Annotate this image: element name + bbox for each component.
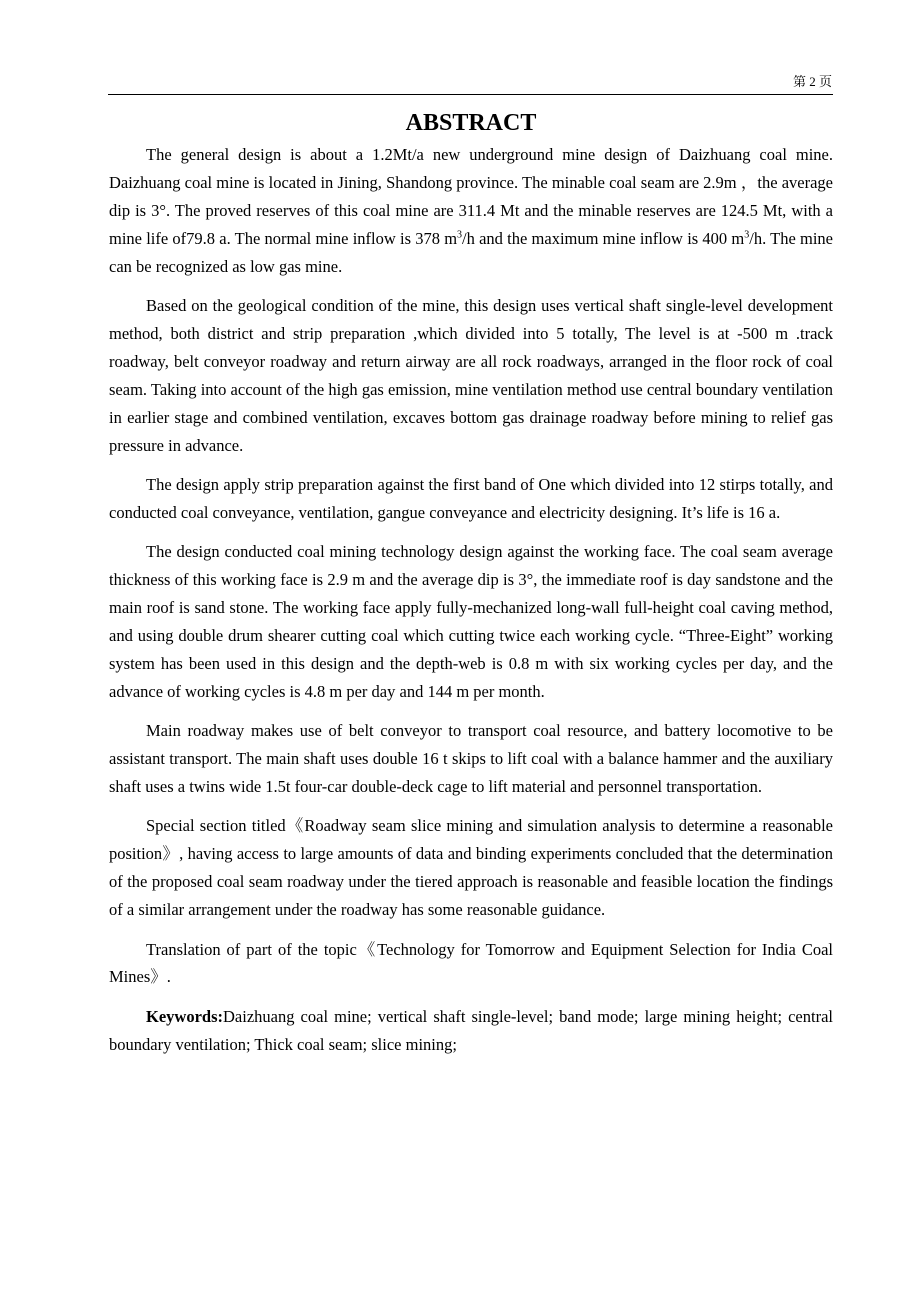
superscript-cubic-2: 3 bbox=[744, 229, 750, 241]
paragraph-overview-text-c: /h. The mine can be recognized as low gas mine. bbox=[109, 228, 833, 276]
paragraph-mining-technology: The design conducted coal mining technology design against the working face. The coal seam average thickness of this working face is 2.9 m and the average dip is 3°, the immediate roof is day sandstone and the main roof is sand stone. The working face apply fully-mechanized long-wall full-height coal caving method, and using double drum shearer cutting coal which cutting twice each working cycle. “Three-Eight” working system has been used in this design and the depth-web is 0.8 m with six working cycles per day, and the advance of working cycles is 4.8 m per day and 144 m per month. bbox=[109, 542, 833, 701]
document-body bbox=[109, 106, 833, 1070]
keywords-line bbox=[109, 1003, 833, 1059]
paragraph-transport: Main roadway makes use of belt conveyor to transport coal resource, and battery locomotive to be assistant transport. The main shaft uses double 16 t skips to lift coal with a balance hammer and the auxiliary shaft uses a twins wide 1.5t four-car double-deck cage to lift material and personnel transportation. bbox=[109, 721, 833, 797]
paragraph-overview-text-b: /h and the maximum mine inflow is 400 m bbox=[462, 228, 745, 248]
paragraph-overview-text-a: The general design is about a 1.2Mt/a new underground mine design of Daizhuang coal mine. Daizhuang coal mine is located in Jining, Shandong province. The minable coal seam are 2.9m ，the average dip is 3°. The proved reserves of this coal mine are 311.4 Mt and the minable reserves are 124.5 Mt, with a mine life of79.8 a. The normal mine inflow is 378 m bbox=[109, 145, 833, 248]
paragraph-strip-preparation: The design apply strip preparation against the first band of One which divided into 12 stirps totally, and conducted coal conveyance, ventilation, gangue conveyance and electricity designing. It’s life is 16 a. bbox=[109, 474, 833, 522]
abstract-title: ABSTRACT bbox=[405, 110, 537, 136]
header-rule bbox=[108, 94, 833, 95]
page-number: 第 2 页 bbox=[792, 74, 832, 89]
paragraph-development: Based on the geological condition of the mine, this design uses vertical shaft single-level development method, both district and strip preparation ,which divided into 5 totally, The level is at -500 m .track roadway, belt conveyor roadway and return airway are all rock roadways, arranged in the floor rock of coal seam. Taking into account of the high gas emission, mine ventilation method use central boundary ventilation in earlier stage and combined ventilation, excaves bottom gas drainage roadway before mining to relief gas pressure in advance. bbox=[109, 296, 833, 455]
paragraph-special-section: Special section titled《Roadway seam slice mining and simulation analysis to determine a reasonable position》, having access to large amounts of data and binding experiments concluded that the determination of the proposed coal seam roadway under the tiered approach is reasonable and feasible location the findings of a similar arrangement under the roadway has some reasonable guidance. bbox=[109, 816, 833, 920]
keywords-text: Daizhuang coal mine; vertical shaft single-level; band mode; large mining height; central boundary ventilation; Thick coal seam; slice mining; bbox=[109, 1006, 833, 1054]
keywords-label: Keywords: bbox=[146, 1006, 223, 1026]
paragraph-translation: Translation of part of the topic《Technology for Tomorrow and Equipment Selection for India Coal Mines》. bbox=[109, 939, 833, 987]
paragraph-overview bbox=[109, 141, 833, 281]
superscript-cubic-1: 3 bbox=[457, 229, 463, 241]
